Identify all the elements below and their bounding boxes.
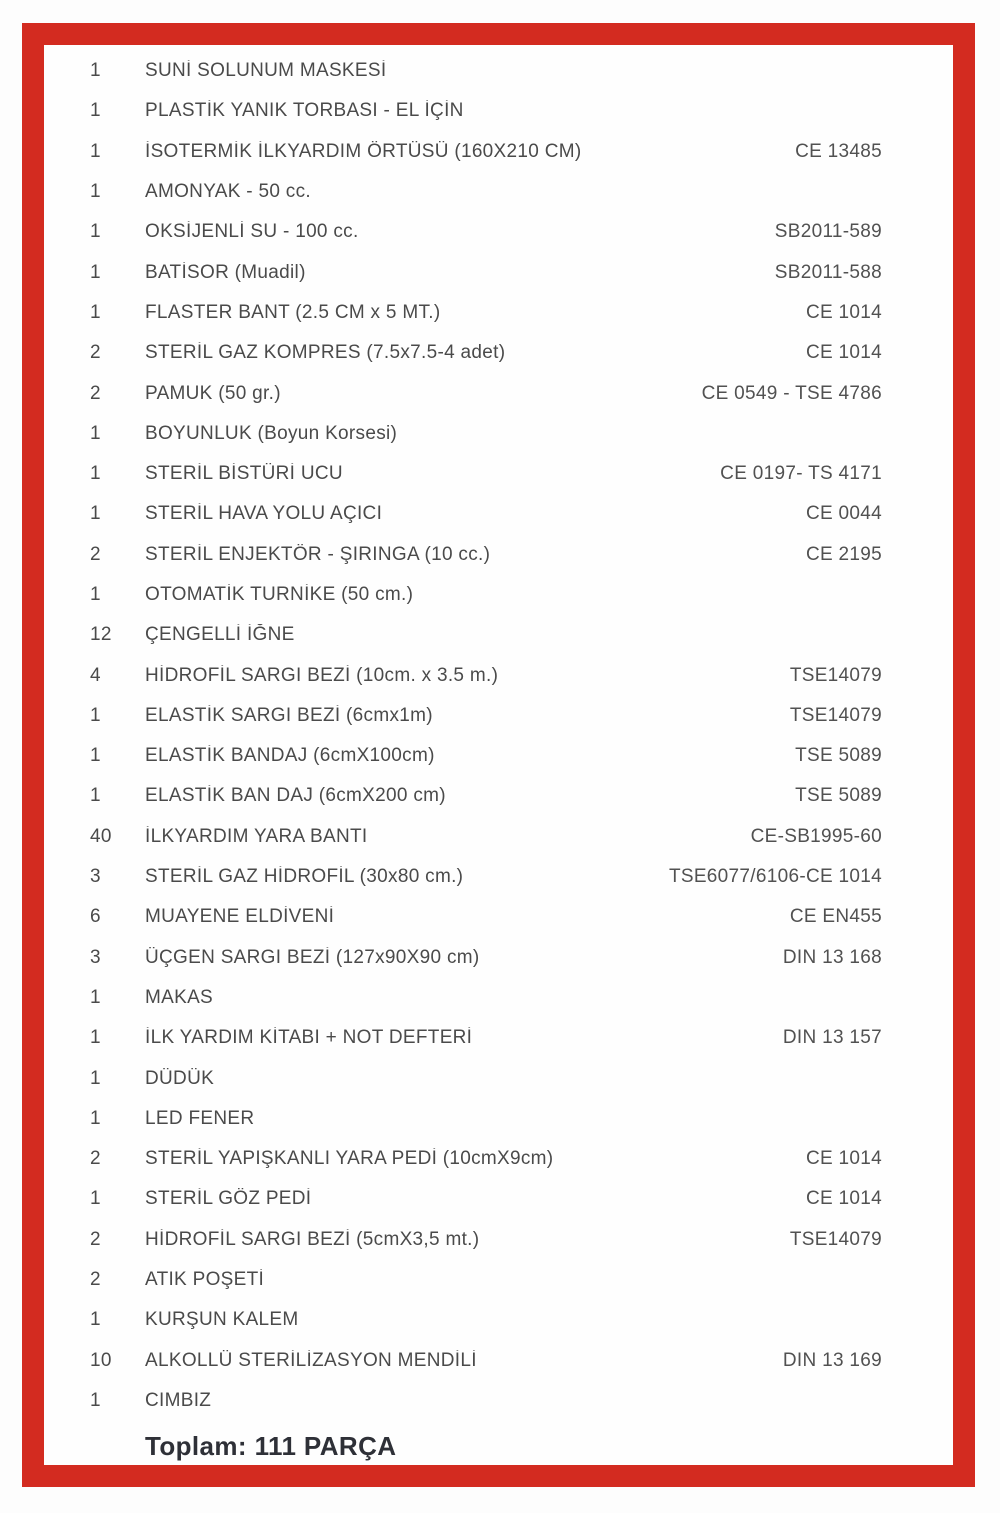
item-name: STERİL YAPIŞKANLI YARA PEDİ (10cmX9cm) [145, 1148, 554, 1170]
list-item [90, 575, 882, 615]
item-certification-code: CE 1014 [805, 1188, 882, 1210]
list-item [90, 1139, 882, 1179]
list-item [90, 1179, 882, 1219]
item-quantity: 1 [90, 301, 101, 323]
item-quantity: 2 [90, 382, 101, 404]
item-quantity: 6 [90, 906, 101, 928]
list-item [90, 1018, 882, 1058]
item-certification-code: TSE6077/6106-CE 1014 [668, 866, 882, 888]
item-quantity: 4 [90, 664, 101, 686]
item-name: PLASTİK YANIK TORBASI - EL İÇİN [145, 100, 464, 122]
list-item [90, 655, 882, 695]
item-certification-code: CE 0197- TS 4171 [720, 463, 882, 485]
item-name: SUNİ SOLUNUM MASKESİ [145, 60, 387, 82]
list-item [90, 51, 882, 91]
item-quantity: 1 [90, 1067, 101, 1089]
item-name: ATIK POŞETİ [145, 1269, 265, 1291]
item-name: ÜÇGEN SARGI BEZİ (127x90X90 cm) [145, 946, 480, 968]
list-item [90, 1381, 882, 1421]
list-item [90, 494, 882, 534]
item-name: LED FENER [145, 1107, 255, 1129]
total-count-line: Toplam: 111 PARÇA [145, 1431, 397, 1462]
list-item [90, 817, 882, 857]
item-quantity: 1 [90, 1188, 101, 1210]
list-item [90, 91, 882, 131]
list-item [90, 1220, 882, 1260]
item-name: STERİL GAZ KOMPRES (7.5x7.5-4 adet) [145, 342, 506, 364]
item-quantity: 2 [90, 1269, 101, 1291]
list-item [90, 1058, 882, 1098]
item-quantity: 1 [90, 463, 101, 485]
item-quantity: 1 [90, 1389, 101, 1411]
list-item [90, 1099, 882, 1139]
list-item [90, 978, 882, 1018]
item-name: İLKYARDIM YARA BANTI [145, 825, 368, 847]
item-quantity: 1 [90, 181, 101, 203]
list-item [90, 293, 882, 333]
item-quantity: 1 [90, 785, 101, 807]
item-quantity: 12 [90, 624, 112, 646]
item-name: ÇENGELLİ İĞNE [145, 624, 295, 646]
item-quantity: 1 [90, 986, 101, 1008]
list-item [90, 373, 882, 413]
list-item [90, 1260, 882, 1300]
item-certification-code: TSE 5089 [795, 745, 882, 767]
item-name: ELASTİK BANDAJ (6cmX100cm) [145, 745, 435, 767]
item-quantity: 1 [90, 745, 101, 767]
item-name: BATİSOR (Muadil) [145, 261, 306, 283]
red-border-frame [22, 23, 975, 1487]
item-name: CIMBIZ [145, 1389, 212, 1411]
list-item [90, 1300, 882, 1340]
item-name: ELASTİK BAN DAJ (6cmX200 cm) [145, 785, 446, 807]
item-name: OKSİJENLİ SU - 100 cc. [145, 221, 359, 243]
item-quantity: 1 [90, 503, 101, 525]
item-quantity: 2 [90, 543, 101, 565]
item-name: STERİL GAZ HİDROFİL (30x80 cm.) [145, 866, 464, 888]
item-name: AMONYAK - 50 cc. [145, 181, 311, 203]
item-certification-code: CE 1014 [805, 1148, 882, 1170]
list-item [90, 333, 882, 373]
item-quantity: 1 [90, 1107, 101, 1129]
item-certification-code: DIN 13 169 [782, 1349, 882, 1371]
item-certification-code: CE 2195 [805, 543, 882, 565]
list-item [90, 696, 882, 736]
item-quantity: 1 [90, 584, 101, 605]
list-item [90, 615, 882, 655]
first-aid-item-list [44, 45, 953, 1421]
item-certification-code: DIN 13 168 [782, 946, 882, 968]
item-name: MAKAS [145, 986, 214, 1008]
list-item [90, 776, 882, 816]
item-certification-code: SB2011-589 [774, 221, 882, 243]
list-item [90, 212, 882, 252]
item-certification-code: CE 1014 [805, 342, 882, 364]
item-name: BOYUNLUK (Boyun Korsesi) [145, 422, 398, 444]
item-name: STERİL GÖZ PEDİ [145, 1188, 312, 1210]
item-certification-code: TSE14079 [789, 704, 882, 726]
item-quantity: 1 [90, 100, 101, 122]
item-name: HİDROFİL SARGI BEZİ (5cmX3,5 mt.) [145, 1228, 480, 1250]
item-quantity: 2 [90, 1228, 101, 1250]
list-item [90, 535, 882, 575]
item-name: İLK YARDIM KİTABI + NOT DEFTERİ [145, 1027, 473, 1049]
item-certification-code: CE 0549 - TSE 4786 [701, 382, 882, 404]
list-item [90, 938, 882, 978]
item-name: STERİL BİSTÜRİ UCU [145, 463, 343, 485]
item-name: FLASTER BANT (2.5 CM x 5 MT.) [145, 301, 441, 323]
item-certification-code: CE 1014 [805, 301, 882, 323]
item-quantity: 3 [90, 946, 101, 968]
item-quantity: 1 [90, 704, 101, 726]
item-quantity: 2 [90, 1148, 101, 1170]
item-quantity: 1 [90, 60, 101, 82]
item-quantity: 40 [90, 825, 112, 847]
item-quantity: 3 [90, 866, 101, 888]
item-certification-code: TSE14079 [789, 664, 882, 686]
list-item [90, 414, 882, 454]
item-name: STERİL ENJEKTÖR - ŞIRINGA (10 cc.) [145, 543, 491, 565]
list-item [90, 897, 882, 937]
item-name: DÜDÜK [145, 1067, 215, 1089]
item-name: HİDROFİL SARGI BEZİ (10cm. x 3.5 m.) [145, 664, 499, 686]
item-quantity: 1 [90, 261, 101, 283]
item-quantity: 1 [90, 422, 101, 444]
list-item [90, 172, 882, 212]
item-certification-code: TSE 5089 [795, 785, 882, 807]
list-item [90, 736, 882, 776]
item-quantity: 2 [90, 342, 101, 364]
item-name: MUAYENE ELDİVENİ [145, 906, 335, 928]
item-name: ELASTİK SARGI BEZİ (6cmx1m) [145, 704, 433, 726]
item-certification-code: CE 13485 [795, 140, 882, 162]
item-name: KURŞUN KALEM [145, 1309, 299, 1331]
item-quantity: 1 [90, 221, 101, 243]
item-certification-code: CE-SB1995-60 [750, 825, 882, 847]
item-name: İSOTERMİK İLKYARDIM ÖRTÜSÜ (160X210 CM) [145, 140, 582, 162]
list-item [90, 857, 882, 897]
item-name: ALKOLLÜ STERİLİZASYON MENDİLİ [145, 1349, 477, 1371]
item-quantity: 1 [90, 140, 101, 162]
item-certification-code: DIN 13 157 [782, 1027, 882, 1049]
item-name: STERİL HAVA YOLU AÇICI [145, 503, 383, 525]
item-quantity: 1 [90, 1309, 101, 1331]
item-quantity: 10 [90, 1349, 112, 1371]
item-name: PAMUK (50 gr.) [145, 382, 281, 404]
item-certification-code: CE 0044 [805, 503, 882, 525]
item-certification-code: CE EN455 [789, 906, 882, 928]
item-quantity: 1 [90, 1027, 101, 1049]
list-item [90, 454, 882, 494]
item-certification-code: SB2011-588 [774, 261, 882, 283]
list-item [90, 132, 882, 172]
item-name: OTOMATİK TURNİKE (50 cm.) [145, 584, 414, 605]
list-item [90, 252, 882, 292]
list-item [90, 1341, 882, 1381]
item-certification-code: TSE14079 [789, 1228, 882, 1250]
